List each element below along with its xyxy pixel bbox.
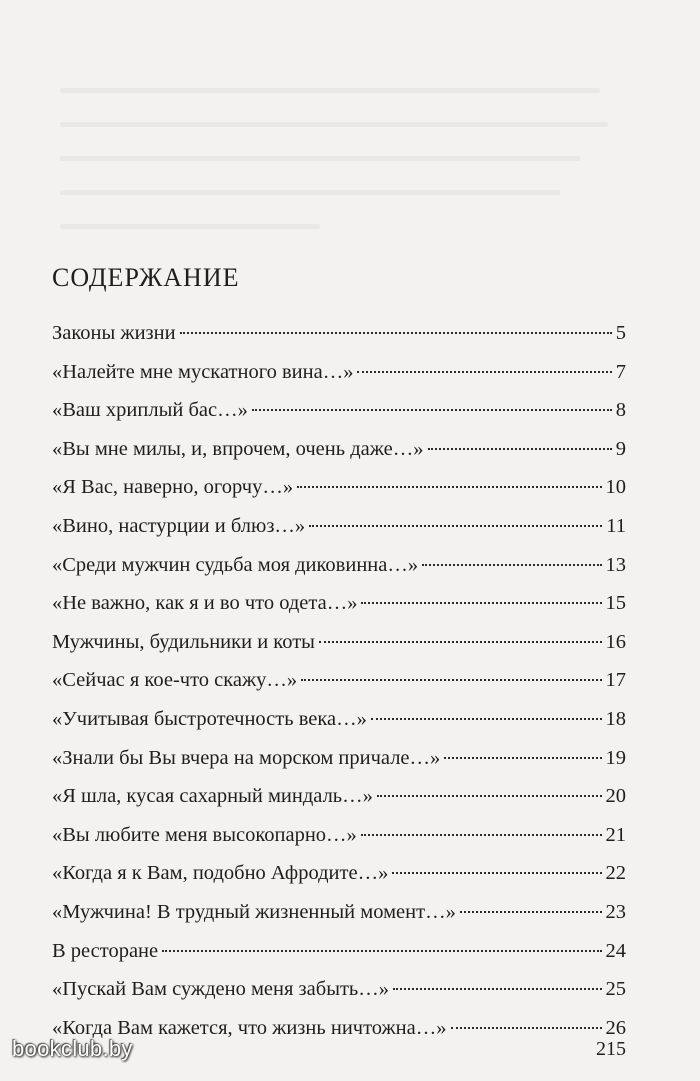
toc-entry-title: «Вино, настурции и блюз…» [52, 514, 306, 537]
dot-leader [377, 795, 602, 797]
toc-entry-title: «Когда я к Вам, подобно Афродите…» [52, 862, 389, 885]
toc-entry-page: 21 [605, 823, 626, 846]
toc-entry-title: «Знали бы Вы вчера на морском причале…» [52, 746, 441, 769]
toc-entry-title: «Мужчина! В трудный жизненный момент…» [52, 900, 456, 923]
toc-entry-page: 23 [605, 900, 626, 923]
bleed-through-line [60, 88, 600, 93]
dot-leader [444, 757, 601, 759]
toc-entry [52, 515, 626, 554]
dot-leader [361, 834, 602, 836]
toc-entry-title: В ресторане [52, 939, 159, 962]
toc-entry-title: «Среди мужчин судьба моя диковинна…» [52, 553, 419, 576]
toc-entry-page: 19 [605, 746, 626, 769]
toc-entry-title: «Не важно, как я и во что одета…» [52, 592, 358, 615]
dot-leader [361, 602, 601, 604]
bleed-through-line [60, 122, 608, 127]
toc-entry [52, 824, 626, 863]
toc-entry [52, 1017, 626, 1056]
toc-entry [52, 747, 626, 786]
toc-entry [52, 901, 626, 940]
dot-leader [252, 409, 612, 411]
toc-entry [52, 322, 626, 361]
toc-entry-title: «Ваш хриплый бас…» [52, 399, 248, 422]
toc-entry-page: 5 [615, 322, 626, 344]
toc-entry [52, 862, 626, 901]
dot-leader [422, 564, 601, 566]
dot-leader [319, 641, 602, 643]
toc-entry-page: 20 [605, 785, 626, 808]
toc-entry-page: 16 [605, 630, 626, 653]
dot-leader [297, 486, 601, 488]
toc-entry [52, 438, 626, 477]
bleed-through-line [60, 224, 320, 229]
toc-entry [52, 978, 626, 1017]
toc-entry-title: «Вы мне милы, и, впрочем, очень даже…» [52, 437, 424, 460]
toc-entry-page: 10 [605, 476, 626, 499]
dot-leader [393, 988, 601, 990]
toc-entry [52, 785, 626, 824]
dot-leader [392, 872, 601, 874]
page-number: 215 [596, 1038, 626, 1060]
dot-leader [309, 525, 602, 527]
toc-entry-title: «Учитывая быстротечность века…» [52, 707, 367, 730]
toc-entry [52, 361, 626, 400]
dot-leader [162, 950, 601, 952]
dot-leader [428, 448, 612, 450]
toc-entry-title: «Я шла, кусая сахарный миндаль…» [52, 785, 373, 808]
toc-entry-page: 11 [606, 514, 626, 537]
toc-entry-page: 8 [615, 399, 626, 422]
toc-entry [52, 399, 626, 438]
toc-entry [52, 554, 626, 593]
toc-entry-title: «Сейчас я кое-что скажу…» [52, 669, 298, 692]
toc-entry-title: «Вы любите меня высокопарно…» [52, 823, 357, 846]
toc-entry [52, 631, 626, 670]
dot-leader [460, 911, 602, 913]
toc-entry-title: Законы жизни [52, 322, 176, 344]
toc-entry-title: Мужчины, будильники и коты [52, 630, 315, 653]
table-of-contents [52, 322, 626, 1055]
dot-leader [301, 679, 601, 681]
toc-entry-page: 26 [605, 1016, 626, 1039]
bleed-through-line [60, 190, 560, 195]
toc-entry-page: 7 [615, 360, 626, 383]
dot-leader [180, 332, 612, 334]
toc-entry-page: 25 [605, 978, 626, 1001]
toc-entry [52, 669, 626, 708]
toc-entry-title: «Когда Вам кажется, что жизнь ничтожна…» [52, 1016, 447, 1039]
toc-entry-title: «Налейте мне мускатного вина…» [52, 360, 354, 383]
toc-entry-page: 22 [605, 862, 626, 885]
contents-heading: СОДЕРЖАНИЕ [52, 263, 240, 293]
dot-leader [451, 1027, 602, 1029]
toc-entry [52, 476, 626, 515]
toc-entry [52, 592, 626, 631]
toc-entry [52, 940, 626, 979]
toc-entry-page: 17 [605, 669, 626, 692]
watermark: bookclub.by [12, 1036, 133, 1061]
toc-entry-page: 24 [605, 939, 626, 962]
toc-entry-title: «Пускай Вам суждено меня забыть…» [52, 978, 390, 1001]
toc-entry-page: 15 [605, 592, 626, 615]
toc-entry-page: 18 [605, 707, 626, 730]
toc-entry-page: 13 [605, 553, 626, 576]
bleed-through-line [60, 156, 580, 161]
toc-entry-page: 9 [615, 437, 626, 460]
toc-entry [52, 708, 626, 747]
dot-leader [357, 371, 611, 373]
toc-entry-title: «Я Вас, наверно, огорчу…» [52, 476, 294, 499]
dot-leader [371, 718, 602, 720]
